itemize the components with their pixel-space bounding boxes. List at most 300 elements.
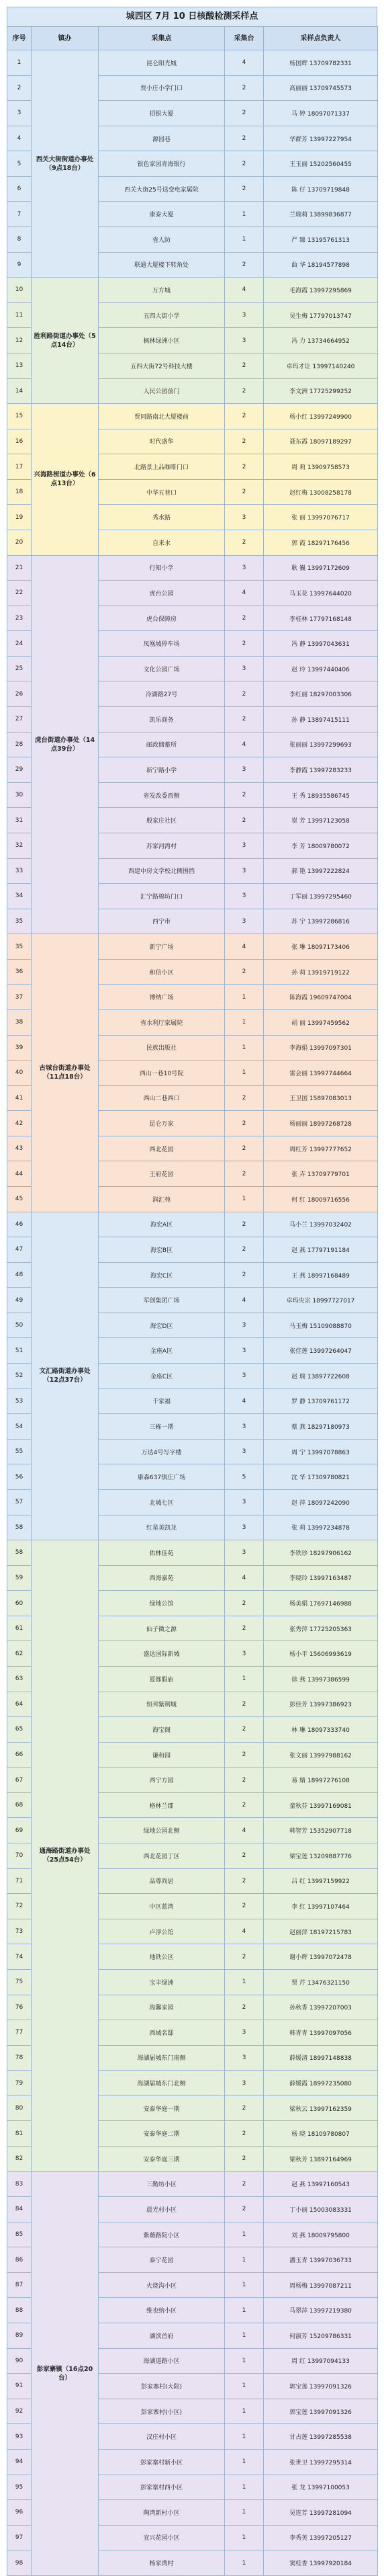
cell-site: 彭家寨村新小区 <box>99 2449 225 2475</box>
cell-stations: 5 <box>225 1464 264 1490</box>
cell-contact: 何淑芳 15209786331 <box>264 2323 378 2349</box>
cell-stations: 2 <box>225 2171 264 2197</box>
cell-index: 87 <box>7 2272 32 2298</box>
cell-contact: 卓玛央宗 18997727017 <box>264 1288 378 1313</box>
cell-index: 49 <box>7 1288 32 1313</box>
header-town: 镇办 <box>32 27 99 50</box>
cell-index: 79 <box>7 2071 32 2096</box>
cell-site: 贾小庄小学门口 <box>99 75 225 101</box>
cell-stations: 2 <box>225 2095 264 2121</box>
cell-stations: 1 <box>225 2424 264 2450</box>
cell-site: 西宁方园 <box>99 1768 225 1793</box>
cell-contact: 张丽丽 13997299693 <box>264 732 378 757</box>
cell-town: 兴海路街道办事处（6点13台） <box>32 404 99 555</box>
cell-site: 苏家河湾村 <box>99 833 225 858</box>
cell-contact: 严 臻 13195761313 <box>264 227 378 253</box>
cell-stations: 2 <box>225 1995 264 2020</box>
cell-site: 海宏D区 <box>99 1313 225 1338</box>
cell-stations: 2 <box>225 252 264 278</box>
cell-site: 虎台保障房 <box>99 606 225 631</box>
cell-contact: 兰瑞莉 13899836877 <box>264 202 378 227</box>
cell-contact: 吕 红 13997159922 <box>264 1868 378 1894</box>
table-header-row <box>7 27 378 50</box>
cell-site: 海馨家园 <box>99 1995 225 2020</box>
cell-site: 人民公园前门 <box>99 378 225 404</box>
cell-contact: 周杨梅 13997087211 <box>264 2272 378 2298</box>
cell-index: 62 <box>7 1641 32 1667</box>
cell-contact: 丁小丽 15003083331 <box>264 2197 378 2222</box>
cell-contact: 徐 燕 13997386599 <box>264 1667 378 1692</box>
cell-contact: 张 丽 13997076717 <box>264 505 378 530</box>
cell-site: 北城七区 <box>99 1489 225 1515</box>
table-row <box>7 2171 378 2197</box>
cell-stations: 2 <box>225 1868 264 1894</box>
cell-contact: 薛媛清 18997148838 <box>264 2045 378 2071</box>
cell-index: 40 <box>7 1061 32 1086</box>
table-row <box>7 278 378 303</box>
cell-contact: 李红丽 18297003306 <box>264 681 378 707</box>
cell-contact: 张佳莲 13997264047 <box>264 1338 378 1364</box>
table-row <box>7 50 378 76</box>
cell-contact: 贾 芹 13476321150 <box>264 1969 378 1995</box>
cell-stations: 1 <box>225 1969 264 1995</box>
cell-contact: 周 宁 13997078863 <box>264 1439 378 1464</box>
cell-contact: 崔 芳 13997123058 <box>264 808 378 833</box>
cell-contact: 苏 宁 13997286816 <box>264 909 378 934</box>
cell-index: 76 <box>7 1995 32 2020</box>
cell-contact: 甘占莲 13997285538 <box>264 2424 378 2450</box>
cell-contact: 张 琳 18097173406 <box>264 934 378 960</box>
cell-site: 晨光村小区 <box>99 2197 225 2222</box>
cell-contact: 周 红 13997094133 <box>264 2348 378 2374</box>
cell-stations: 4 <box>225 278 264 303</box>
cell-contact: 李晓玲 13997163487 <box>264 1565 378 1591</box>
cell-index: 65 <box>7 1717 32 1743</box>
cell-stations: 2 <box>225 808 264 833</box>
cell-site: 西北花园丁区 <box>99 1843 225 1869</box>
cell-contact: 周红芳 13997777652 <box>264 1136 378 1161</box>
cell-contact: 谢小辉 13997072478 <box>264 1944 378 1970</box>
page-title: 城西区 7月 10 日核酸检测采样点 <box>7 7 377 26</box>
cell-site: 安泰华庭一期 <box>99 2095 225 2121</box>
cell-stations: 3 <box>225 656 264 681</box>
cell-index: 57 <box>7 1489 32 1515</box>
cell-contact: 马 婷 18097071337 <box>264 101 378 126</box>
cell-index: 12 <box>7 328 32 354</box>
cell-stations: 1 <box>225 2475 264 2500</box>
cell-stations: 2 <box>225 378 264 404</box>
cell-contact: 蔡 燕 18297180973 <box>264 1414 378 1440</box>
cell-stations: 2 <box>225 2146 264 2171</box>
cell-site: 北路景上品咖啡门口 <box>99 454 225 480</box>
cell-site: 彭家寨村(小区) <box>99 2399 225 2424</box>
cell-site: 汇宁路棉坊门口 <box>99 884 225 909</box>
cell-index: 58 <box>7 1515 32 1540</box>
cell-index: 77 <box>7 2020 32 2046</box>
cell-site: 佑林佳苑 <box>99 1540 225 1566</box>
table-row <box>7 555 378 581</box>
cell-index: 14 <box>7 378 32 404</box>
cell-contact: 马翠萍 13997219380 <box>264 2298 378 2323</box>
cell-stations: 2 <box>225 126 264 151</box>
cell-site: 火烧沟小区 <box>99 2272 225 2298</box>
cell-index: 15 <box>7 404 32 429</box>
cell-index: 61 <box>7 1616 32 1641</box>
cell-contact: 赵 玲 13997440406 <box>264 656 378 681</box>
cell-index: 80 <box>7 2095 32 2121</box>
cell-index: 2 <box>7 75 32 101</box>
cell-contact: 赵丽萍 18197215783 <box>264 1919 378 1944</box>
cell-stations: 3 <box>225 328 264 354</box>
cell-site: 海湖道路小区 <box>99 2348 225 2374</box>
cell-site: 招银大厦 <box>99 101 225 126</box>
cell-contact: 胡 丽 13997459562 <box>264 1009 378 1035</box>
cell-index: 52 <box>7 1364 32 1389</box>
cell-index: 85 <box>7 2222 32 2247</box>
cell-index: 50 <box>7 1313 32 1338</box>
cell-stations: 3 <box>225 909 264 934</box>
cell-stations: 1 <box>225 2500 264 2526</box>
cell-index: 38 <box>7 1009 32 1035</box>
cell-index: 36 <box>7 959 32 985</box>
cell-contact: 易 婧 18997276108 <box>264 1768 378 1793</box>
cell-contact: 王玉丽 15202560455 <box>264 151 378 177</box>
cell-site: 地铁公区 <box>99 1944 225 1970</box>
cell-index: 27 <box>7 707 32 733</box>
cell-index: 46 <box>7 1212 32 1237</box>
cell-index: 55 <box>7 1439 32 1464</box>
cell-town: 古城台街道办事处（11点18台） <box>32 934 99 1212</box>
cell-stations: 2 <box>225 2197 264 2222</box>
cell-site: 文化公园广场 <box>99 656 225 681</box>
cell-site: 安泰华庭二期 <box>99 2121 225 2147</box>
cell-site: 中区蓝湾 <box>99 1894 225 1919</box>
cell-index: 39 <box>7 1035 32 1061</box>
cell-stations: 1 <box>225 2247 264 2273</box>
cell-index: 20 <box>7 530 32 555</box>
cell-index: 66 <box>7 1742 32 1768</box>
cell-contact: 张 卉 13709779701 <box>264 1161 378 1187</box>
header-site: 采集点 <box>99 27 225 50</box>
cell-stations: 1 <box>225 985 264 1010</box>
table-row <box>7 404 378 429</box>
cell-index: 48 <box>7 1262 32 1288</box>
cell-contact: 周 莉 13909758573 <box>264 454 378 480</box>
cell-index: 70 <box>7 1843 32 1869</box>
cell-contact: 张 莉 13997234878 <box>264 1515 378 1540</box>
cell-site: 昆仑阳光城 <box>99 50 225 76</box>
cell-site: 殷家庄社区 <box>99 808 225 833</box>
cell-contact: 毛海霞 13997295869 <box>264 278 378 303</box>
cell-stations: 2 <box>225 1085 264 1111</box>
cell-index: 59 <box>7 1565 32 1591</box>
header-stations: 采集台 <box>225 27 264 50</box>
cell-contact: 杨小平 15606993619 <box>264 1641 378 1667</box>
cell-site: 凯乐商务 <box>99 707 225 733</box>
cell-contact: 李海娟 13997097301 <box>264 1035 378 1061</box>
cell-index: 84 <box>7 2197 32 2222</box>
cell-index: 28 <box>7 732 32 757</box>
cell-site: 海宏C区 <box>99 1262 225 1288</box>
cell-stations: 4 <box>225 732 264 757</box>
cell-contact: 李铁珍 18297906162 <box>264 1540 378 1566</box>
cell-index: 26 <box>7 681 32 707</box>
cell-contact: 李 芳 18009780072 <box>264 833 378 858</box>
cell-index: 5 <box>7 151 32 177</box>
cell-index: 25 <box>7 656 32 681</box>
cell-stations: 2 <box>225 1894 264 1919</box>
cell-contact: 李 红 13997107464 <box>264 1894 378 1919</box>
cell-contact: 吴连芳 13997281094 <box>264 2500 378 2526</box>
cell-contact: 赵 燕 17797191184 <box>264 1237 378 1263</box>
cell-stations: 2 <box>225 1237 264 1263</box>
cell-site: 润汇苑 <box>99 1187 225 1212</box>
cell-stations: 2 <box>225 1717 264 1743</box>
cell-contact: 杨小红 13997249900 <box>264 404 378 429</box>
cell-contact: 沈 华 17309780821 <box>264 1464 378 1490</box>
cell-contact: 李秀英 13997205127 <box>264 2525 378 2550</box>
cell-site: 仙子微之源 <box>99 1616 225 1641</box>
cell-stations: 3 <box>225 1313 264 1338</box>
cell-contact: 孙 静 13897415111 <box>264 707 378 733</box>
cell-stations: 1 <box>225 2550 264 2576</box>
cell-stations: 2 <box>225 1616 264 1641</box>
cell-index: 18 <box>7 479 32 505</box>
cell-stations: 3 <box>225 1540 264 1566</box>
cell-stations: 4 <box>225 1288 264 1313</box>
cell-stations: 1 <box>225 2298 264 2323</box>
cell-index: 30 <box>7 782 32 808</box>
cell-site: 新宁路小学 <box>99 757 225 783</box>
cell-stations: 1 <box>225 2525 264 2550</box>
cell-stations: 2 <box>225 75 264 101</box>
cell-site: 西宁市 <box>99 909 225 934</box>
cell-stations: 2 <box>225 707 264 733</box>
cell-site: 盛达国际新城 <box>99 1641 225 1667</box>
cell-stations: 2 <box>225 1262 264 1288</box>
cell-site: 陶湾新村小区 <box>99 2500 225 2526</box>
cell-town: 胜利路街道办事处（5点14台） <box>32 278 99 404</box>
cell-contact: 吴生梅 17797013747 <box>264 302 378 328</box>
cell-contact: 杨国辉 13709782331 <box>264 50 378 76</box>
cell-index: 58 <box>7 1540 32 1566</box>
cell-index: 54 <box>7 1414 32 1440</box>
cell-town: 通海路街道办事处（25点54台） <box>32 1540 99 2171</box>
cell-site: 湖滨首府 <box>99 2323 225 2349</box>
cell-site: 品尊尚居 <box>99 1868 225 1894</box>
cell-index: 45 <box>7 1187 32 1212</box>
cell-index: 8 <box>7 227 32 253</box>
cell-contact: 陈海霞 19609747004 <box>264 985 378 1010</box>
table-row <box>7 1540 378 1566</box>
cell-contact: 郭 霞 18297176456 <box>264 530 378 555</box>
cell-index: 7 <box>7 202 32 227</box>
cell-contact: 薛媛霞 18997235080 <box>264 2071 378 2096</box>
cell-contact: 赵 萍 18097242090 <box>264 1489 378 1515</box>
cell-stations: 2 <box>225 1792 264 1818</box>
cell-site: 三勤坊小区 <box>99 2171 225 2197</box>
cell-index: 68 <box>7 1792 32 1818</box>
cell-stations: 2 <box>225 959 264 985</box>
cell-index: 51 <box>7 1338 32 1364</box>
cell-index: 41 <box>7 1085 32 1111</box>
cell-site: 五四大街72号科技大楼 <box>99 353 225 378</box>
cell-site: 宜兴花园小区 <box>99 2525 225 2550</box>
cell-stations: 4 <box>225 50 264 76</box>
cell-stations: 1 <box>225 1667 264 1692</box>
cell-index: 29 <box>7 757 32 783</box>
cell-index: 73 <box>7 1919 32 1944</box>
cell-index: 71 <box>7 1868 32 1894</box>
cell-site: 贾同路南北大厦楼前 <box>99 404 225 429</box>
cell-stations: 2 <box>225 1136 264 1161</box>
cell-town: 西关大街街道办事处（9点18台） <box>32 50 99 278</box>
cell-index: 74 <box>7 1944 32 1970</box>
cell-contact: 韩青青 13997097056 <box>264 2020 378 2046</box>
cell-contact: 郝 艳 13997222824 <box>264 858 378 884</box>
cell-contact: 王卫国 15897083013 <box>264 1085 378 1111</box>
cell-stations: 2 <box>225 631 264 657</box>
cell-contact: 杨美娟 17697146988 <box>264 1591 378 1616</box>
cell-site: 安泰华庭三期 <box>99 2146 225 2171</box>
cell-index: 35 <box>7 934 32 960</box>
cell-index: 43 <box>7 1136 32 1161</box>
cell-contact: 华群芳 13997227954 <box>264 126 378 151</box>
cell-site: 虎台公园 <box>99 581 225 606</box>
cell-site: 行知小学 <box>99 555 225 581</box>
cell-index: 64 <box>7 1692 32 1717</box>
cell-index: 34 <box>7 884 32 909</box>
cell-contact: 杨丽丽 18997268728 <box>264 1111 378 1136</box>
cell-index: 19 <box>7 505 32 530</box>
cell-stations: 2 <box>225 151 264 177</box>
cell-town: 虎台街道办事处（14点39台） <box>32 555 99 934</box>
cell-index: 17 <box>7 454 32 480</box>
cell-site: 西关大街25号送变电家属院 <box>99 176 225 202</box>
cell-stations: 4 <box>225 934 264 960</box>
header-contact: 采样点负责人 <box>264 27 378 50</box>
cell-site: 西海嘉苑 <box>99 1565 225 1591</box>
cell-stations: 3 <box>225 2045 264 2071</box>
cell-stations: 2 <box>225 404 264 429</box>
cell-stations: 2 <box>225 1944 264 1970</box>
cell-stations: 3 <box>225 858 264 884</box>
cell-stations: 1 <box>225 1035 264 1061</box>
cell-index: 13 <box>7 353 32 378</box>
table-body <box>7 50 378 2576</box>
cell-contact: 赵 瑞 13897722608 <box>264 1364 378 1389</box>
cell-contact: 赵 燕 13997160543 <box>264 2171 378 2197</box>
cell-stations: 3 <box>225 1439 264 1464</box>
cell-stations: 1 <box>225 1187 264 1212</box>
cell-site: 恒邦紫荆城 <box>99 1692 225 1717</box>
cell-site: 绿地公园北侧 <box>99 1818 225 1843</box>
cell-index: 82 <box>7 2146 32 2171</box>
cell-site: 西域名邸 <box>99 2020 225 2046</box>
cell-site: 紫薇路院小区 <box>99 2222 225 2247</box>
cell-stations: 2 <box>225 176 264 202</box>
cell-index: 91 <box>7 2374 32 2399</box>
sampling-sites-table <box>7 26 378 2576</box>
cell-contact: 赵红梅 13008258178 <box>264 479 378 505</box>
cell-site: 中华五巷口 <box>99 479 225 505</box>
cell-town: 文汇路街道办事处（12点37台） <box>32 1212 99 1540</box>
cell-stations: 2 <box>225 782 264 808</box>
cell-stations: 2 <box>225 353 264 378</box>
cell-contact: 梁秋云 13997162359 <box>264 2095 378 2121</box>
cell-contact: 梁宝莲 13209887776 <box>264 1843 378 1869</box>
cell-contact: 梁秋芳 13897164969 <box>264 2146 378 2171</box>
cell-stations: 1 <box>225 227 264 253</box>
cell-index: 83 <box>7 2171 32 2197</box>
cell-site: 维也纳小区 <box>99 2298 225 2323</box>
cell-site: 新宁广场 <box>99 934 225 960</box>
cell-index: 10 <box>7 278 32 303</box>
cell-stations: 3 <box>225 1641 264 1667</box>
cell-stations: 2 <box>225 101 264 126</box>
cell-contact: 陈 仔 13709719848 <box>264 176 378 202</box>
cell-index: 67 <box>7 1768 32 1793</box>
cell-stations: 3 <box>225 2071 264 2096</box>
cell-contact: 刘 燕 18009795800 <box>264 2222 378 2247</box>
cell-site: 银色家园青海银行 <box>99 151 225 177</box>
cell-site: 时代盛华 <box>99 429 225 454</box>
cell-stations: 4 <box>225 581 264 606</box>
cell-index: 69 <box>7 1818 32 1843</box>
cell-site: 军创集团广场 <box>99 1288 225 1313</box>
cell-contact: 林 琳 18097333740 <box>264 1717 378 1743</box>
cell-index: 22 <box>7 581 32 606</box>
cell-index: 1 <box>7 50 32 76</box>
cell-index: 35 <box>7 909 32 934</box>
cell-stations: 3 <box>225 1338 264 1364</box>
cell-site: 源园巷 <box>99 126 225 151</box>
cell-stations: 2 <box>225 1843 264 1869</box>
cell-contact: 卓玛才让 13997140240 <box>264 353 378 378</box>
cell-stations: 3 <box>225 555 264 581</box>
cell-site: 金座A区 <box>99 1338 225 1364</box>
cell-site: 西建中房文学校北侧围挡 <box>99 858 225 884</box>
cell-contact: 高丽丽 13709745573 <box>264 75 378 101</box>
cell-contact: 张文丽 13997988162 <box>264 1742 378 1768</box>
cell-index: 97 <box>7 2525 32 2550</box>
cell-contact: 马玉花 13997644020 <box>264 581 378 606</box>
cell-site: 宝丰绿洲 <box>99 1969 225 1995</box>
cell-site: 民族出版社 <box>99 1035 225 1061</box>
cell-stations: 2 <box>225 530 264 555</box>
cell-contact: 潘玉青 13997036733 <box>264 2247 378 2273</box>
cell-stations: 3 <box>225 302 264 328</box>
cell-stations: 2 <box>225 681 264 707</box>
cell-stations: 2 <box>225 1742 264 1768</box>
cell-index: 95 <box>7 2475 32 2500</box>
cell-index: 88 <box>7 2298 32 2323</box>
cell-site: 康泰大厦 <box>99 202 225 227</box>
cell-index: 21 <box>7 555 32 581</box>
cell-contact: 孙秋香 13997207003 <box>264 1995 378 2020</box>
cell-site: 绿地公馆 <box>99 1591 225 1616</box>
cell-contact: 冯 力 13734664952 <box>264 328 378 354</box>
cell-site: 和信小区 <box>99 959 225 985</box>
cell-index: 96 <box>7 2500 32 2526</box>
cell-stations: 2 <box>225 1768 264 1793</box>
cell-index: 81 <box>7 2121 32 2147</box>
cell-contact: 郭宝莲 13997091326 <box>264 2399 378 2424</box>
cell-stations: 3 <box>225 1364 264 1389</box>
cell-contact: 冯 静 13997043631 <box>264 631 378 657</box>
cell-contact: 张 龙 13997100053 <box>264 2475 378 2500</box>
cell-index: 16 <box>7 429 32 454</box>
